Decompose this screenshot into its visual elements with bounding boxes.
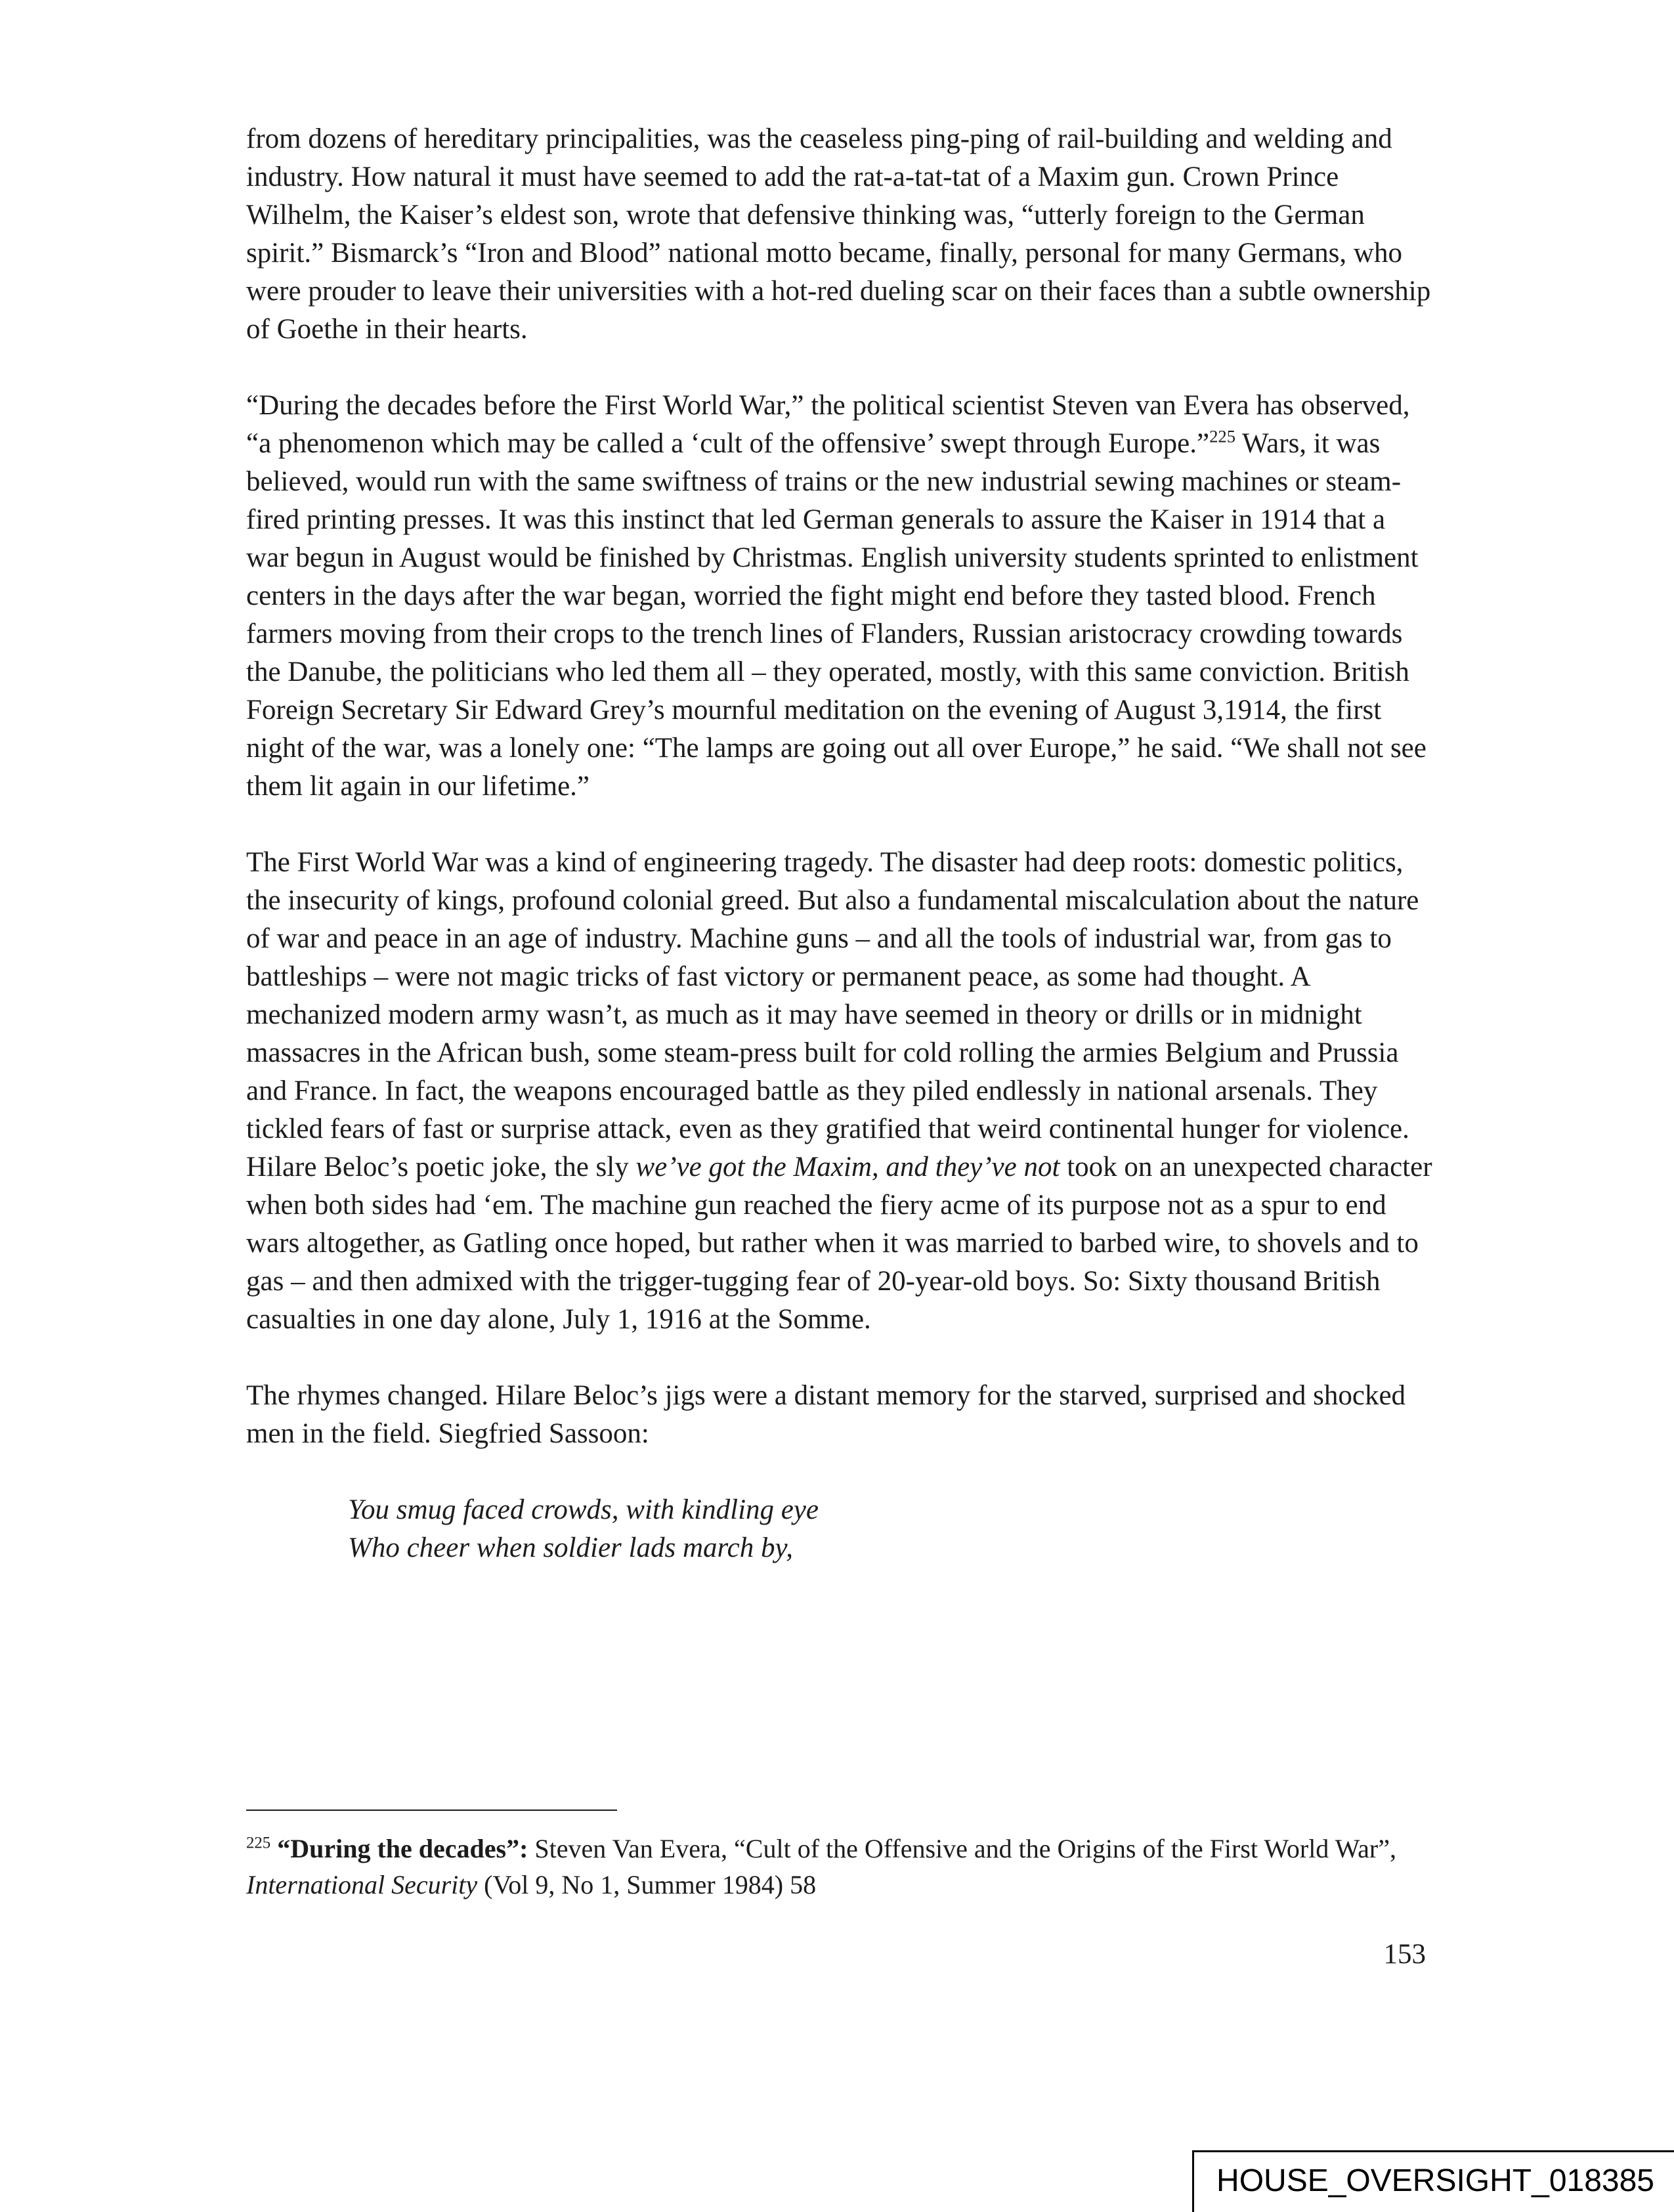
paragraph-3-italic-phrase: we’ve got the Maxim, and they’ve not bbox=[635, 1152, 1060, 1182]
footnote-225 bbox=[246, 1831, 1434, 1903]
footnote-divider bbox=[246, 1810, 617, 1811]
paragraph-1 bbox=[246, 120, 1434, 349]
paragraph-3-text-a: The First World War was a kind of engineering tragedy. The disaster had deep roots: domestic politics, the insecurity of kings, profound colonial greed. But also a fundamental miscalculation about the nature of war and peace in an age of industry. Machine guns – and all the tools of industrial war, from gas to battleships – were not magic tricks of fast victory or permanent peace, as some had thought. A mechanized modern army wasn’t, as much as it may have seemed in theory or drills or in midnight massacres in the African bush, some steam-press built for cold rolling the armies Belgium and Prussia and France. In fact, the weapons encouraged battle as they piled endlessly in national arsenals. They tickled fears of fast or surprise attack, even as they gratified that weird continental hunger for violence. Hilare Beloc’s poetic joke, the sly bbox=[246, 847, 1419, 1182]
page-number: 153 bbox=[1383, 1939, 1426, 1970]
paragraph-2-text-b: Wars, it was believed, would run with the same swiftness of trains or the new industrial sewing machines or steam-fired printing presses. It was this instinct that led German generals to assure the Kaiser in 1914 that a war begun in August would be finished by Christmas. English university students sprinted to enlistment centers in the days after the war began, worried the fight might end before they tasted blood. French farmers moving from their crops to the trench lines of Flanders, Russian aristocracy crowding towards the Danube, the politicians who led them all – they operated, mostly, with this same conviction. British Foreign Secretary Sir Edward Grey’s mournful meditation on the evening of August 3,1914, the first night of the war, was a lonely one: “The lamps are going out all over Europe,” he said. “We shall not see them lit again in our lifetime.” bbox=[246, 428, 1427, 802]
footnote-text-b: (Vol 9, No 1, Summer 1984) 58 bbox=[477, 1870, 817, 1899]
footnote-section bbox=[246, 1810, 1434, 1903]
poem-quote-line-2: Who cheer when soldier lads march by, bbox=[348, 1532, 793, 1563]
paragraph-4-text: The rhymes changed. Hilare Beloc’s jigs were a distant memory for the starved, surprised and shocked men in the field. Siegfried Sassoon: bbox=[246, 1380, 1406, 1449]
footnote-journal-title: International Security bbox=[246, 1870, 478, 1899]
body-text bbox=[246, 120, 1434, 1567]
poem-quote bbox=[348, 1491, 1434, 1567]
paragraph-3-text-b: took on an unexpected character when both sides had ‘em. The machine gun reached the fiery acme of its purpose not as a spur to end wars altogether, as Gatling once hoped, but rather when it was married to barbed wire, to shovels and to gas – and then admixed with the trigger-tugging fear of 20-year-old boys. So: Sixty thousand British casualties in one day alone, July 1, 1916 at the Somme. bbox=[246, 1152, 1432, 1335]
footnote-marker: 225 bbox=[246, 1834, 271, 1852]
footnote-text-a: Steven Van Evera, “Cult of the Offensive and the Origins of the First World War”, bbox=[528, 1834, 1396, 1863]
paragraph-1-text: from dozens of hereditary principalities, was the ceaseless ping-ping of rail-building and welding and industry. How natural it must have seemed to add the rat-a-tat-tat of a Maxim gun. Crown Prince Wilhelm, the Kaiser’s eldest son, wrote that defensive thinking was, “utterly foreign to the German spirit.” Bismarck’s “Iron and Blood” national motto became, finally, personal for many Germans, who were prouder to leave their universities with a hot-red dueling scar on their faces than a subtle ownership of Goethe in their hearts. bbox=[246, 123, 1431, 345]
poem-quote-line-1: You smug faced crowds, with kindling eye bbox=[348, 1494, 819, 1525]
paragraph-2-text-a: “During the decades before the First World War,” the political scientist Steven van Evera has observed, “a phenomenon which may be called a ‘cult of the offensive’ swept through Europe.” bbox=[246, 390, 1410, 459]
footnote-reference-225: 225 bbox=[1209, 426, 1236, 446]
paragraph-4 bbox=[246, 1377, 1434, 1453]
paragraph-3 bbox=[246, 844, 1434, 1339]
bates-stamp: HOUSE_OVERSIGHT_018385 bbox=[1192, 2150, 1674, 2212]
paragraph-2 bbox=[246, 387, 1434, 806]
footnote-bold-lead: “During the decades”: bbox=[270, 1834, 528, 1863]
